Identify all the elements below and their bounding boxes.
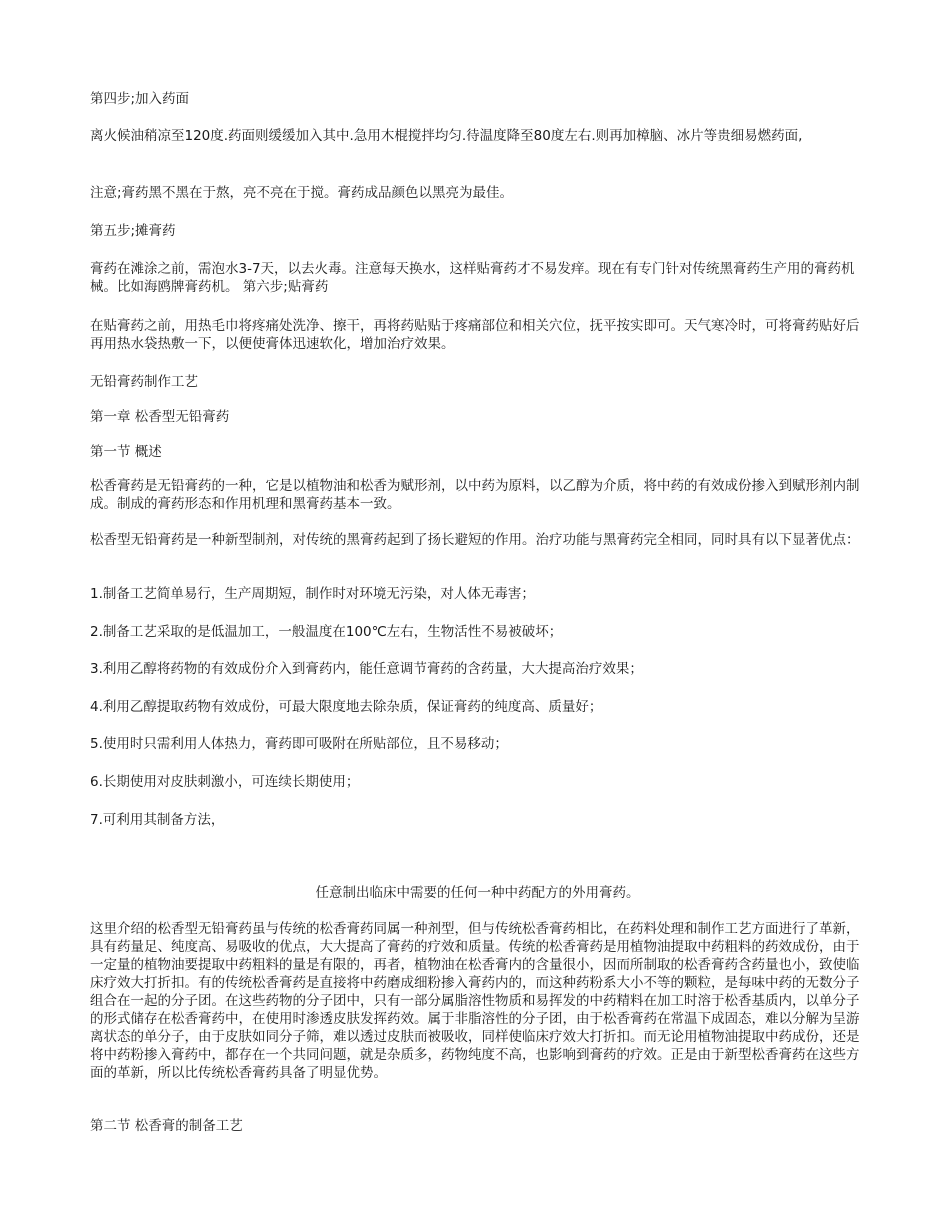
heading-step-5: 第五步;摊膏药: [90, 223, 176, 239]
heading-lead-free-process: 无铅膏药制作工艺: [90, 374, 198, 390]
centered-continuation: 任意制出临床中需要的任何一种中药配方的外用膏药。: [315, 885, 640, 901]
heading-chapter-1: 第一章 松香型无铅膏药: [90, 409, 230, 425]
paragraph-step-4-body: 离火候油稍凉至120度.药面则缓缓加入其中.急用木棍搅拌均匀.待温度降至80度左右.则再加樟脑、冰片等贵细易燃药面,: [90, 128, 803, 144]
paragraph-step-6-body: 在贴膏药之前，用热毛巾将疼痛处洗净、擦干，再将药贴贴于疼痛部位和相关穴位，抚平按实即可。天气寒冷时，可将膏药贴好后再用热水袋热敷一下，以便使膏体迅速软化，增加治疗效果。: [90, 318, 860, 352]
list-item-7: 7.可利用其制备方法，: [90, 812, 225, 828]
list-item-4: 4.利用乙醇提取药物有效成份，可最大限度地去除杂质，保证膏药的纯度高、质量好；: [90, 699, 603, 715]
list-item-6: 6.长期使用对皮肤刺激小，可连续长期使用；: [90, 774, 360, 790]
paragraph-comparison: 这里介绍的松香型无铅膏药虽与传统的松香膏药同属一种剂型，但与传统松香膏药相比，在药料处理和制作工艺方面进行了革新，具有药量足、纯度高、易吸收的优点，大大提高了膏药的疗效和质量。传统的松香膏药是用植物油提取中药粗料的药效成份，由于一定量的植物油要提取中药粗料的量是有限的，再者，植物油在松香膏内的含量很小，因而所制取的松香膏药含药量也小，致使临床疗效大打折扣。有的传统松香膏药是直接将中药磨成细粉掺入膏药内的，而这种药粉系大小不等的颗粒，是每味中药的无数分子组合在一起的分子团。在这些药物的分子团中，只有一部分属脂溶性物质和易挥发的中药精料在加工时溶于松香基质内，以单分子的形式储存在松香膏药中，在使用时渗透皮肤发挥药效。属于非脂溶性的分子团，由于松香膏药在常温下成固态，难以分解为呈游离状态的单分子，由于皮肤如同分子筛，难以透过皮肤而被吸收，同样使临床疗效大打折扣。而无论用植物油提取中药成份，还是将中药粉掺入膏药中，都存在一个共同问题，就是杂质多，药物纯度不高，也影响到膏药的疗效。正是由于新型松香膏药在这些方面的革新，所以比传统松香膏药具备了明显优势。: [90, 921, 860, 1081]
paragraph-step-5-body: 膏药在滩涂之前，需泡水3-7天，以去火毒。注意每天换水，这样贴膏药才不易发痒。现在有专门针对传统黑膏药生产用的膏药机械。比如海鸥牌膏药机。 第六步;贴膏药: [90, 261, 855, 295]
list-item-2: 2.制备工艺采取的是低温加工，一般温度在100℃左右，生物活性不易被破坏；: [90, 624, 563, 640]
heading-step-4: 第四步;加入药面: [90, 91, 190, 107]
list-item-1: 1.制备工艺简单易行，生产周期短，制作时对环境无污染，对人体无毒害；: [90, 586, 535, 602]
list-item-3: 3.利用乙醇将药物的有效成份介入到膏药内，能任意调节膏药的含药量，大大提高治疗效果；: [90, 661, 643, 677]
heading-section-2: 第二节 松香膏的制备工艺: [90, 1118, 243, 1134]
paragraph-overview-1: 松香膏药是无铅膏药的一种，它是以植物油和松香为赋形剂，以中药为原料，以乙醇为介质，将中药的有效成份掺入到赋形剂内制成。制成的膏药形态和作用机理和黑膏药基本一致。: [90, 478, 860, 512]
heading-section-1: 第一节 概述: [90, 444, 162, 460]
list-item-5: 5.使用时只需利用人体热力，膏药即可吸附在所贴部位，且不易移动；: [90, 736, 508, 752]
paragraph-overview-2: 松香型无铅膏药是一种新型制剂，对传统的黑膏药起到了扬长避短的作用。治疗功能与黑膏药完全相同，同时具有以下显著优点：: [90, 532, 860, 548]
paragraph-note: 注意;膏药黑不黑在于熬，亮不亮在于搅。膏药成品颜色以黑亮为最佳。: [90, 185, 514, 201]
